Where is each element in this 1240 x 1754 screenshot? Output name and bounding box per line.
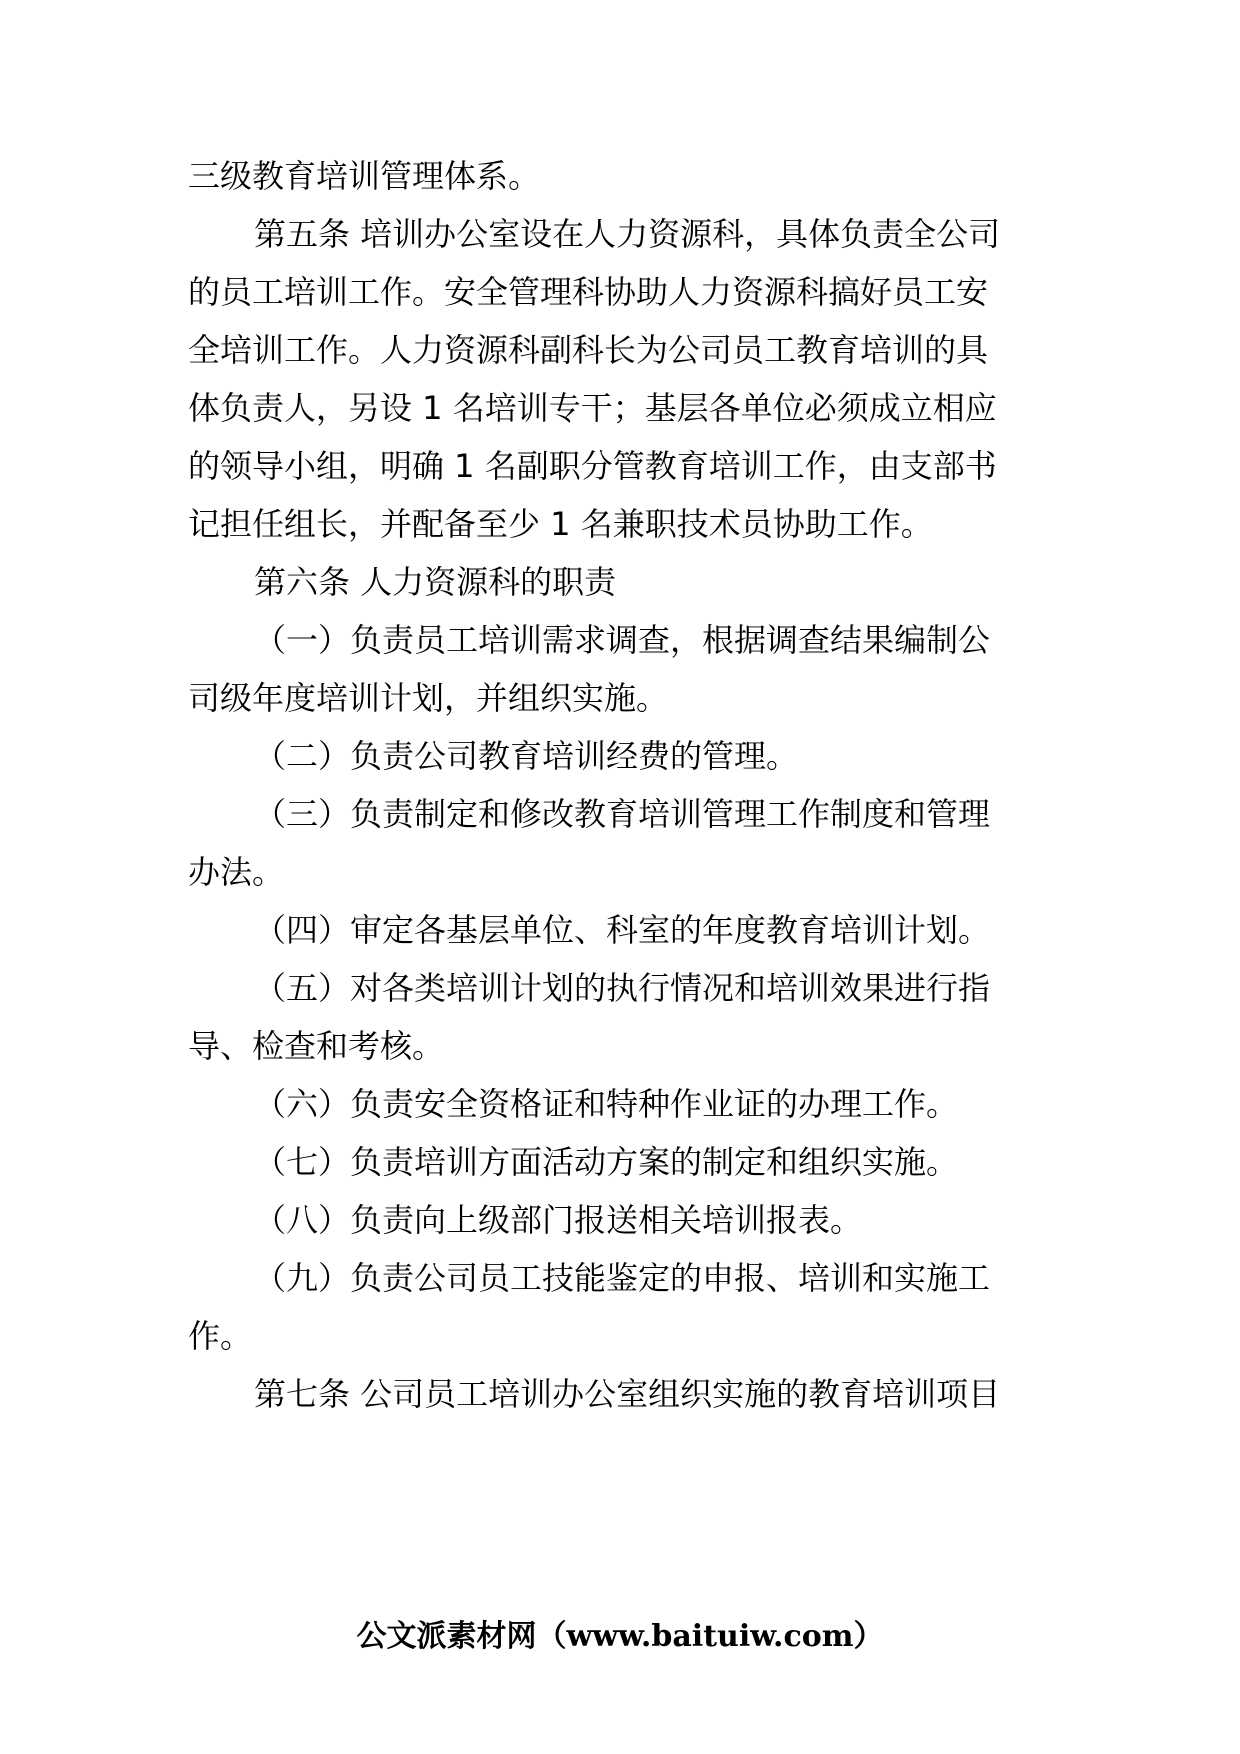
list-item-line: （四）审定各基层单位、科室的年度教育培训计划。 (254, 911, 991, 949)
body-text-line: 办法。 (188, 853, 285, 891)
body-text-line: 体负责人，另设 1 名培训专干；基层各单位必须成立相应 (188, 389, 997, 427)
body-text-line: 三级教育培训管理体系。 (188, 157, 541, 195)
article-heading-line: 第七条 公司员工培训办公室组织实施的教育培训项目 (254, 1375, 1001, 1413)
list-item-line: （九）负责公司员工技能鉴定的申报、培训和实施工 (254, 1259, 991, 1297)
list-item-line: （五）对各类培训计划的执行情况和培训效果进行指 (254, 969, 991, 1007)
article-heading-line: 第五条 培训办公室设在人力资源科，具体负责全公司 (254, 215, 1001, 253)
body-text-line: 记担任组长，并配备至少 1 名兼职技术员协助工作。 (188, 505, 933, 543)
article-heading-line: 第六条 人力资源科的职责 (254, 563, 617, 601)
list-item-line: （一）负责员工培训需求调查，根据调查结果编制公 (254, 621, 991, 659)
list-item-line: （七）负责培训方面活动方案的制定和组织实施。 (254, 1143, 959, 1181)
body-text-line: 的领导小组，明确 1 名副职分管教育培训工作，由支部书 (188, 447, 997, 485)
list-item-line: （三）负责制定和修改教育培训管理工作制度和管理 (254, 795, 991, 833)
list-item-line: （二）负责公司教育培训经费的管理。 (254, 737, 799, 775)
page-footer-watermark: 公文派素材网（www.baituiw.com） (356, 1619, 884, 1654)
body-text-line: 全培训工作。人力资源科副科长为公司员工教育培训的具 (188, 331, 989, 369)
list-item-line: （六）负责安全资格证和特种作业证的办理工作。 (254, 1085, 959, 1123)
body-text-line: 作。 (188, 1317, 253, 1355)
body-text-line: 司级年度培训计划，并组织实施。 (188, 679, 669, 717)
body-text-line: 的员工培训工作。安全管理科协助人力资源科搞好员工安 (188, 273, 989, 311)
list-item-line: （八）负责向上级部门报送相关培训报表。 (254, 1201, 863, 1239)
body-text-line: 导、检查和考核。 (188, 1027, 445, 1065)
